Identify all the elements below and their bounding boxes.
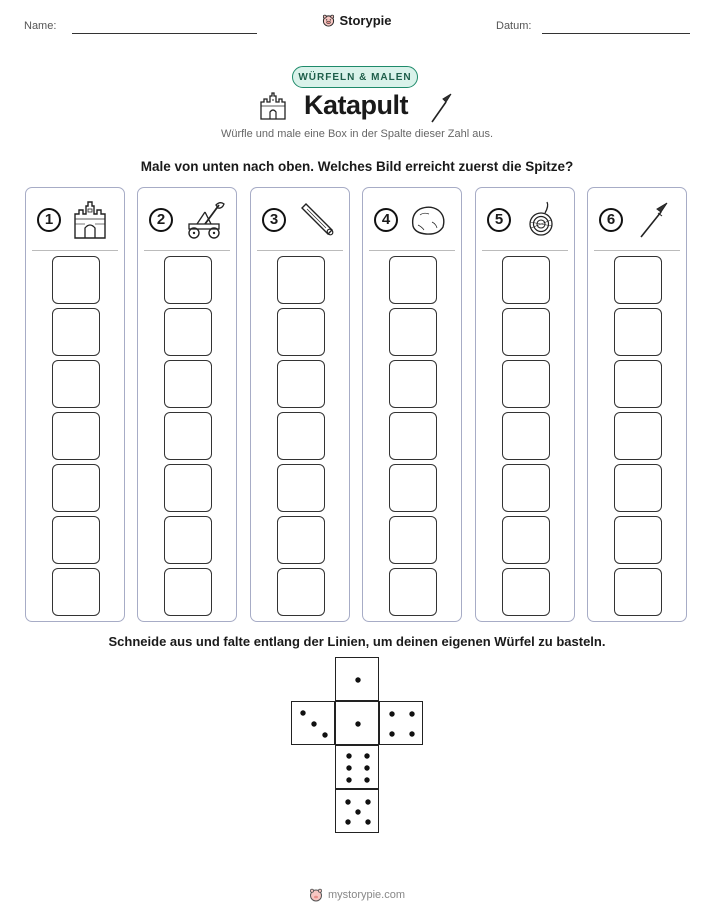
color-box[interactable]: [277, 308, 325, 356]
color-box[interactable]: [277, 256, 325, 304]
column-header: [487, 200, 567, 244]
color-box[interactable]: [389, 464, 437, 512]
boulder-icon: [408, 200, 448, 245]
column-divider: [32, 250, 118, 251]
column-header: [374, 200, 454, 244]
column-2: [137, 187, 237, 622]
column-number: 1: [37, 208, 61, 232]
color-box[interactable]: [164, 308, 212, 356]
color-box[interactable]: [52, 360, 100, 408]
color-box[interactable]: [164, 568, 212, 616]
color-box[interactable]: [277, 360, 325, 408]
name-line[interactable]: [72, 33, 257, 34]
column-number: 6: [599, 208, 623, 232]
castle-icon: [71, 200, 109, 245]
column-divider: [144, 250, 230, 251]
color-box[interactable]: [502, 464, 550, 512]
page-title: Katapult: [304, 90, 408, 120]
activity-badge: WÜRFELN & MALEN: [292, 66, 418, 88]
column-5: [475, 187, 575, 622]
color-box[interactable]: [52, 568, 100, 616]
color-box[interactable]: [614, 464, 662, 512]
color-box[interactable]: [502, 412, 550, 460]
color-box[interactable]: [614, 256, 662, 304]
column-number: 3: [262, 208, 286, 232]
color-box[interactable]: [389, 412, 437, 460]
color-box[interactable]: [164, 256, 212, 304]
color-box[interactable]: [277, 516, 325, 564]
dice-face-4: [379, 701, 423, 745]
dice-face-1: [335, 657, 379, 701]
wooden-beam-icon: [296, 200, 336, 245]
color-box[interactable]: [614, 308, 662, 356]
color-box[interactable]: [614, 360, 662, 408]
column-4: [362, 187, 462, 622]
color-box[interactable]: [52, 256, 100, 304]
color-box[interactable]: [389, 568, 437, 616]
color-box[interactable]: [389, 256, 437, 304]
storypie-pig-icon: [322, 14, 335, 27]
column-divider: [369, 250, 455, 251]
storypie-pig-icon: [309, 888, 323, 902]
color-box[interactable]: [164, 464, 212, 512]
column-1: [25, 187, 125, 622]
color-box[interactable]: [164, 412, 212, 460]
color-box[interactable]: [502, 516, 550, 564]
date-line[interactable]: [542, 33, 690, 34]
color-box[interactable]: [164, 516, 212, 564]
color-box[interactable]: [52, 308, 100, 356]
name-label: Name:: [24, 20, 57, 32]
column-header: [37, 200, 117, 244]
color-box[interactable]: [52, 412, 100, 460]
color-box[interactable]: [164, 360, 212, 408]
color-box[interactable]: [502, 568, 550, 616]
column-number: 5: [487, 208, 511, 232]
dice-face-3: [291, 701, 335, 745]
subtitle: Würfle und male eine Box in der Spalte dieser Zahl aus.: [220, 128, 494, 140]
catapult-icon: [183, 200, 227, 245]
color-box[interactable]: [389, 516, 437, 564]
dice-face-6: [335, 745, 379, 789]
date-label: Datum:: [496, 20, 532, 32]
color-box[interactable]: [277, 464, 325, 512]
column-number: 2: [149, 208, 173, 232]
color-box[interactable]: [389, 360, 437, 408]
column-divider: [257, 250, 343, 251]
dice-face-5: [335, 789, 379, 833]
color-box[interactable]: [614, 516, 662, 564]
color-box[interactable]: [52, 516, 100, 564]
column-header: [149, 200, 229, 244]
dice-face-1: [335, 701, 379, 745]
column-6: [587, 187, 687, 622]
color-box[interactable]: [277, 412, 325, 460]
footer: [0, 888, 714, 905]
color-box[interactable]: [502, 308, 550, 356]
color-box[interactable]: [389, 308, 437, 356]
castle-icon: [258, 92, 288, 120]
column-header: [599, 200, 679, 244]
column-divider: [594, 250, 680, 251]
color-box[interactable]: [614, 412, 662, 460]
spear-icon: [428, 92, 454, 124]
color-box[interactable]: [502, 256, 550, 304]
column-header: [262, 200, 342, 244]
color-box[interactable]: [277, 568, 325, 616]
footer-url[interactable]: mystorypie.com: [327, 889, 406, 901]
color-box[interactable]: [52, 464, 100, 512]
column-divider: [482, 250, 568, 251]
instruction: Male von unten nach oben. Welches Bild erreicht zuerst die Spitze?: [140, 159, 574, 174]
brand-name: Storypie: [339, 13, 392, 28]
column-3: [250, 187, 350, 622]
color-box[interactable]: [614, 568, 662, 616]
column-number: 4: [374, 208, 398, 232]
brand-logo: [0, 13, 714, 30]
title-row: [0, 90, 714, 124]
rope-coil-icon: [521, 200, 561, 245]
spear-icon: [633, 200, 673, 245]
color-box[interactable]: [502, 360, 550, 408]
cut-instruction: Schneide aus und falte entlang der Linien, um deinen eigenen Würfel zu basteln.: [108, 634, 606, 649]
